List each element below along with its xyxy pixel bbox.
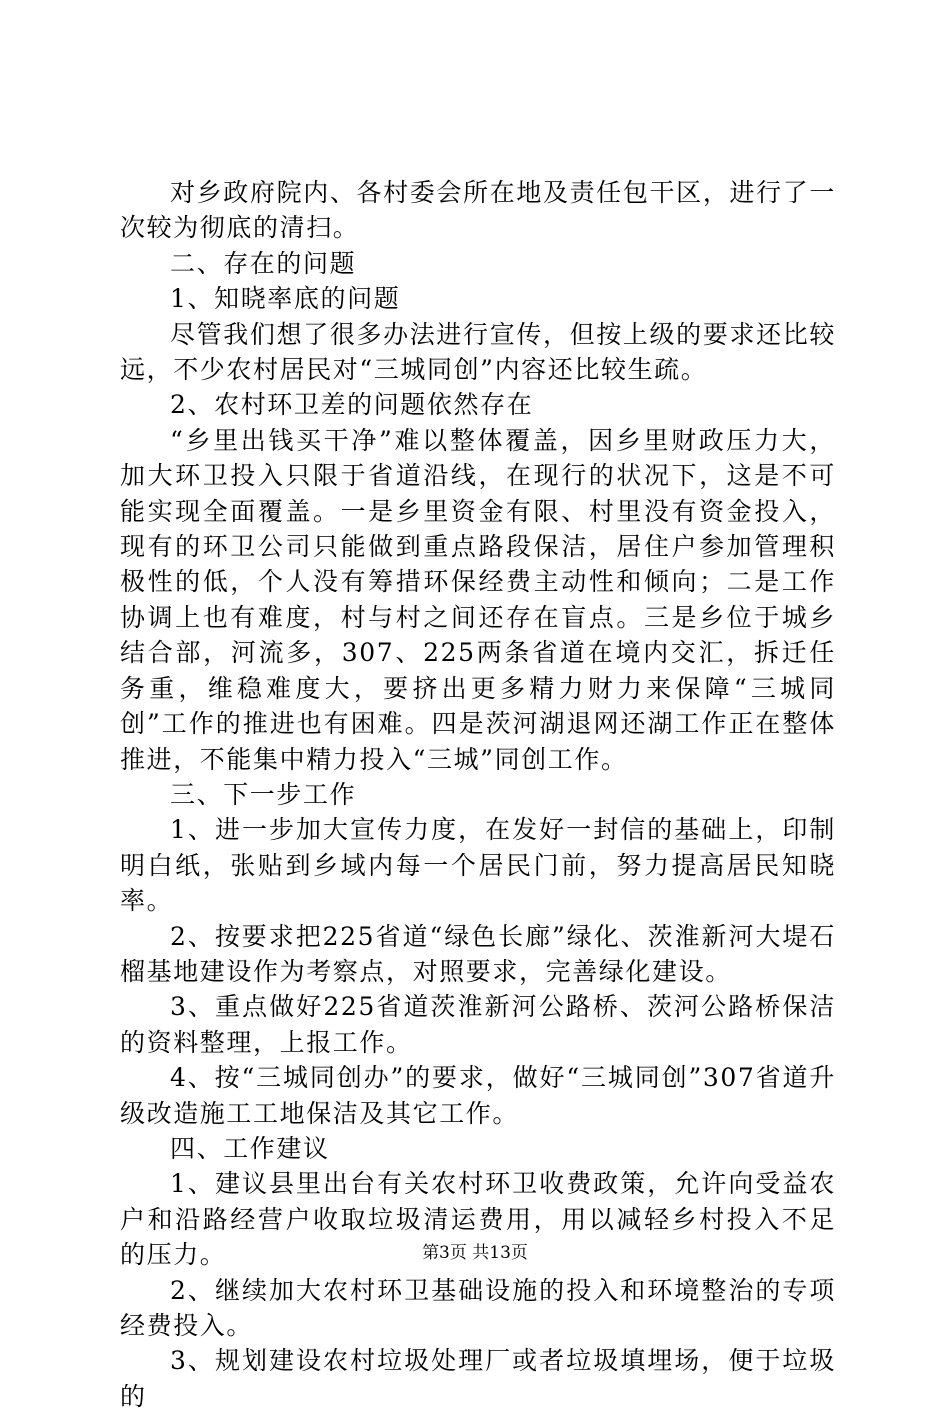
paragraph-sanitation-detail: “乡里出钱买干净”难以整体覆盖，因乡里财政压力大，加大环卫投入只限于省道沿线，在现行的状况下，这是不可能实现全面覆盖。一是乡里资金有限、村里没有资金投入，现有的环卫公司只能做到重点路段保洁，居住户参加管理积极性的低，个人没有筹措环保经费主动性和倾向；二是工作协调上也有难度，村与村之间还存在盲点。三是乡位于城乡结合部，河流多，307、225两条省道在境内交汇，拆迁任务重，维稳难度大，要挤出更多精力财力来保障“三城同创”工作的推进也有困难。四是茨河湖退网还湖工作正在整体推进，不能集中精力投入“三城”同创工作。 bbox=[120, 425, 836, 774]
list-item-suggestion-3: 3、规划建设农村垃圾处理厂或者垃圾填埋场，便于垃圾的 bbox=[120, 1346, 836, 1411]
list-item-next-step-2: 2、按要求把225省道“绿色长廊”绿化、茨淮新河大堤石榴基地建设作为考察点，对照要求，完善绿化建设。 bbox=[120, 921, 836, 986]
list-item-next-step-3: 3、重点做好225省道茨淮新河公路桥、茨河公路桥保洁的资料整理，上报工作。 bbox=[120, 992, 836, 1057]
section-heading-problems: 二、存在的问题 bbox=[170, 248, 357, 278]
page-number-footer: 第3页 共13页 bbox=[422, 1243, 528, 1263]
subheading-sanitation-problem: 2、农村环卫差的问题依然存在 bbox=[170, 390, 534, 420]
list-item-suggestion-1: 1、建议县里出台有关农村环卫收费政策，允许向受益农户和沿路经营户收取垃圾清运费用，用以减轻乡村投入不足的压力。 bbox=[120, 1169, 836, 1270]
document-body bbox=[120, 175, 836, 1414]
section-heading-next-steps: 三、下一步工作 bbox=[170, 779, 357, 809]
list-item-next-step-4: 4、按“三城同创办”的要求，做好“三城同创”307省道升级改造施工工地保洁及其它工作。 bbox=[120, 1063, 836, 1128]
subheading-awareness-problem: 1、知晓率底的问题 bbox=[170, 284, 401, 314]
section-heading-suggestions: 四、工作建议 bbox=[170, 1133, 330, 1163]
list-item-suggestion-2: 2、继续加大农村环卫基础设施的投入和环境整治的专项经费投入。 bbox=[120, 1275, 836, 1340]
paragraph-cleanup-summary: 对乡政府院内、各村委会所在地及责任包干区，进行了一次较为彻底的清扫。 bbox=[120, 178, 836, 243]
list-item-next-step-1: 1、进一步加大宣传力度，在发好一封信的基础上，印制明白纸，张贴到乡域内每一个居民门前，努力提高居民知晓率。 bbox=[120, 815, 836, 916]
paragraph-awareness-detail: 尽管我们想了很多办法进行宣传，但按上级的要求还比较远，不少农村居民对“三城同创”内容还比较生疏。 bbox=[120, 319, 836, 385]
